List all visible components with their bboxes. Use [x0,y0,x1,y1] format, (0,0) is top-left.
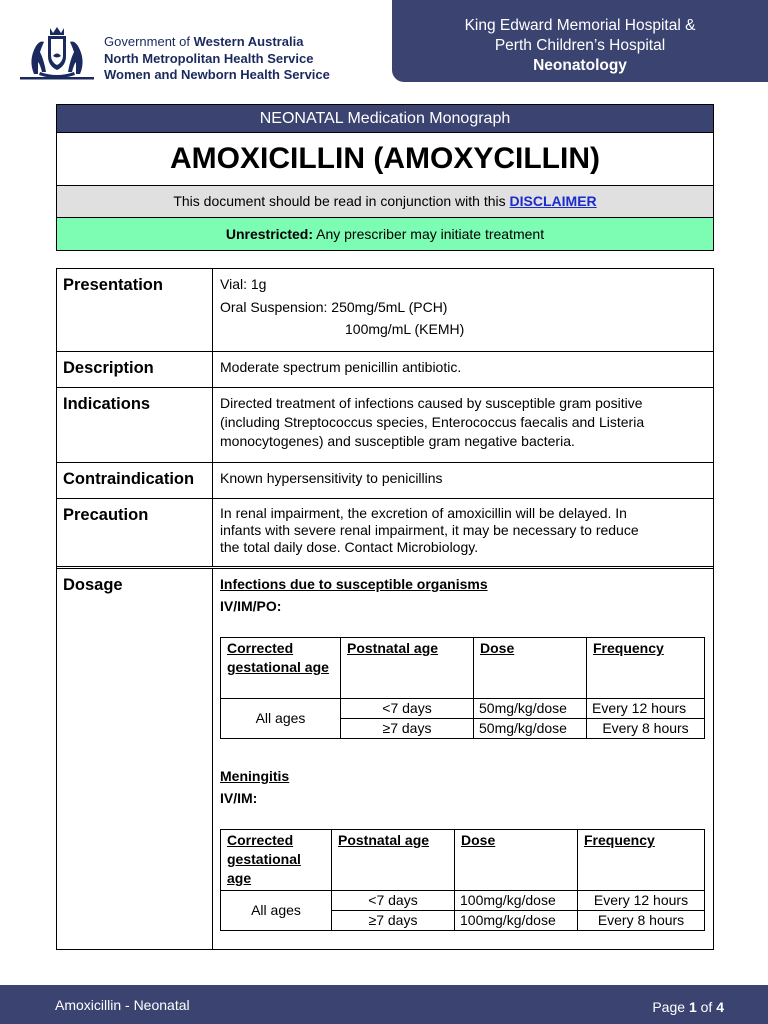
dose-cell: 50mg/kg/dose [474,719,587,739]
monograph-table [56,268,714,950]
frequency-cell: Every 8 hours [578,911,705,931]
hospital-line-kemh: King Edward Memorial Hospital & [464,17,696,34]
indications-label: Indications [57,388,213,462]
meningitis-heading: Meningitis [220,768,290,784]
logo-line-wnhs: Women and Newborn Health Service [104,67,330,82]
dose-cell: 50mg/kg/dose [474,699,587,719]
table-header-row [221,830,705,891]
logo-line-nmhs: North Metropolitan Health Service [104,50,314,66]
dosage-label: Dosage [57,569,213,949]
government-logo [18,22,348,84]
indications-line: Directed treatment of infections caused by susceptible gram positive [220,395,643,411]
postnatal-cell: ≥7 days [332,911,455,931]
frequency-cell: Every 12 hours [587,699,705,719]
infections-dose-table [220,637,705,739]
page-total: 4 [716,999,724,1015]
row-indications [57,388,713,463]
row-dosage [57,569,713,949]
dose-cell: 100mg/kg/dose [455,911,578,931]
contraindication-label: Contraindication [57,463,213,498]
restriction-label: Unrestricted: [225,226,314,242]
page-of: of [696,999,717,1015]
description-label: Description [57,352,213,387]
dosage-value [213,569,713,949]
hospital-banner [392,0,768,82]
row-description [57,352,713,388]
footer-doc-title: Amoxicillin - Neonatal [55,997,190,1013]
presentation-value [213,269,713,351]
infections-heading: Infections due to susceptible organisms [220,576,488,592]
page-prefix: Page [652,999,689,1015]
col-postnatal-age: Postnatal age [341,638,474,699]
col-frequency: Frequency [578,830,705,891]
col-dose: Dose [455,830,578,891]
precaution-label: Precaution [57,499,213,566]
presentation-oral-kemh: 100mg/mL (KEMH) [345,321,465,337]
logo-state: Western Australia [193,34,304,49]
page-footer [0,985,768,1024]
precaution-line: In renal impairment, the excretion of amoxicillin will be delayed. In [220,505,627,521]
indications-line: (including Streptococcus species, Enterococcus faecalis and Listeria [220,414,645,430]
col-corrected-age: Corrected gestational age [221,830,332,891]
indications-line: monocytogenes) and susceptible gram negative bacteria. [220,433,575,449]
col-dose: Dose [474,638,587,699]
all-ages-cell: All ages [221,891,332,931]
logo-text [104,34,330,84]
col-frequency: Frequency [587,638,705,699]
infections-route: IV/IM/PO: [220,598,282,614]
title-block [56,104,714,251]
col-postnatal-age: Postnatal age [332,830,455,891]
table-row [221,891,705,911]
postnatal-cell: <7 days [332,891,455,911]
frequency-cell: Every 8 hours [587,719,705,739]
disclaimer-row [57,186,713,218]
monograph-banner: NEONATAL Medication Monograph [57,105,713,133]
row-precaution [57,499,713,569]
presentation-oral: Oral Suspension: 250mg/5mL (PCH) [220,298,448,315]
page-current: 1 [688,999,697,1015]
row-contraindication [57,463,713,499]
postnatal-cell: ≥7 days [341,719,474,739]
meningitis-route: IV/IM: [220,790,258,806]
restriction-text: Any prescriber may initiate treatment [313,226,545,242]
meningitis-dose-table [220,829,705,931]
logo-line-government [104,34,330,51]
precaution-value [213,499,713,566]
drug-title: AMOXICILLIN (AMOXYCILLIN) [57,133,713,186]
dose-cell: 100mg/kg/dose [455,891,578,911]
hospital-line-dept: Neonatology [533,57,627,74]
presentation-label: Presentation [57,269,213,351]
disclaimer-link[interactable]: DISCLAIMER [509,193,597,209]
all-ages-cell: All ages [221,699,341,739]
disclaimer-text: This document should be read in conjunction with this [173,193,510,209]
table-header-row [221,638,705,699]
row-presentation [57,269,713,352]
postnatal-cell: <7 days [341,699,474,719]
presentation-vial: Vial: 1g [220,276,267,292]
precaution-line: infants with severe renal impairment, it may be necessary to reduce [220,522,639,538]
frequency-cell: Every 12 hours [578,891,705,911]
logo-prefix: Government of [104,34,194,49]
indications-value [213,388,713,462]
contraindication-value: Known hypersensitivity to penicillins [220,470,443,486]
table-row [221,699,705,719]
col-corrected-age: Corrected gestational age [221,638,341,699]
hospital-line-pch: Perth Children’s Hospital [494,37,666,54]
description-value: Moderate spectrum penicillin antibiotic. [220,359,462,375]
wa-crest-icon [18,22,96,84]
page-number [652,999,724,1015]
restriction-row [57,218,713,250]
precaution-line: the total daily dose. Contact Microbiology. [220,539,479,555]
